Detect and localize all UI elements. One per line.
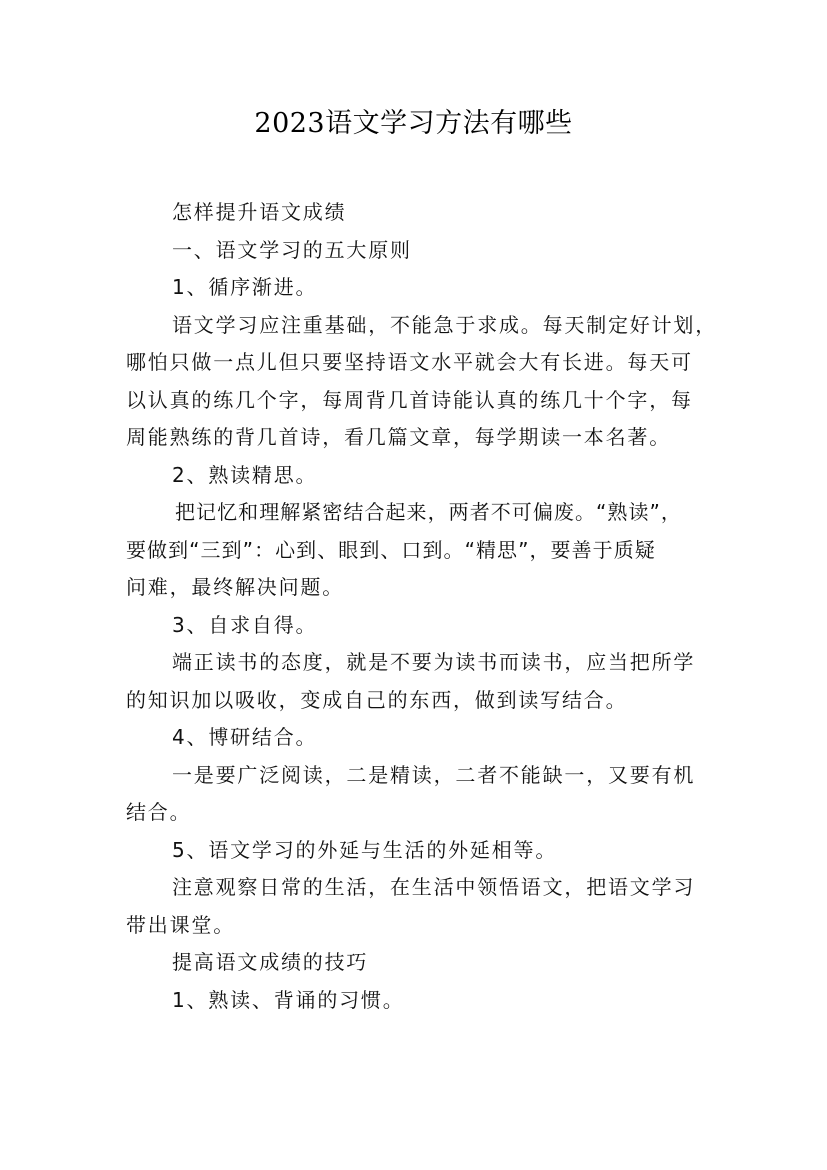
paragraph-line: 一是要广泛阅读，二是精读，二者不能缺一，又要有机 (172, 762, 696, 787)
section-heading: 提高语文成绩的技巧 (172, 950, 369, 974)
subsection-heading: 一、语文学习的五大原则 (172, 237, 412, 262)
paragraph-line: 以认真的练几个字，每周背几首诗能认真的练几十个字，每 (126, 387, 693, 412)
paragraph-line: 周能熟练的背几首诗，看几篇文章，每学期读一本名著。 (126, 425, 671, 449)
principle-heading: 4、博研结合。 (172, 725, 318, 749)
principle-heading: 5、语文学习的外延与生活的外延相等。 (172, 837, 558, 862)
paragraph-line: 端正读书的态度，就是不要为读书而读书，应当把所学 (172, 650, 696, 674)
section-heading: 怎样提升语文成绩 (172, 200, 347, 224)
principle-heading: 1、循序渐进。 (172, 275, 318, 299)
technique-heading: 1、熟读、背诵的习惯。 (172, 987, 405, 1012)
paragraph-line: 哪怕只做一点儿但只要坚持语文水平就会大有长进。每天可 (126, 350, 693, 374)
paragraph-line: 结合。 (126, 800, 192, 824)
principle-heading: 2、熟读精思。 (172, 462, 318, 487)
paragraph-line: 把记忆和理解紧密结合起来，两者不可偏废。“熟读”， (175, 500, 682, 524)
document-title: 2023语文学习方法有哪些 (254, 108, 573, 139)
principle-heading: 3、自求自得。 (172, 612, 318, 637)
paragraph-line: 问难，最终解决问题。 (126, 575, 344, 599)
paragraph-line: 的知识加以吸收，变成自己的东西，做到读写结合。 (126, 687, 628, 712)
paragraph-line: 语文学习应注重基础，不能急于求成。每天制定好计划， (172, 312, 717, 337)
paragraph-line: 注意观察日常的生活，在生活中领悟语文，把语文学习 (172, 875, 696, 899)
document-body (126, 194, 717, 1019)
paragraph-line: 带出课堂。 (126, 912, 235, 937)
paragraph-line: 要做到“三到”：心到、眼到、口到。“精思”，要善于质疑 (126, 537, 656, 562)
